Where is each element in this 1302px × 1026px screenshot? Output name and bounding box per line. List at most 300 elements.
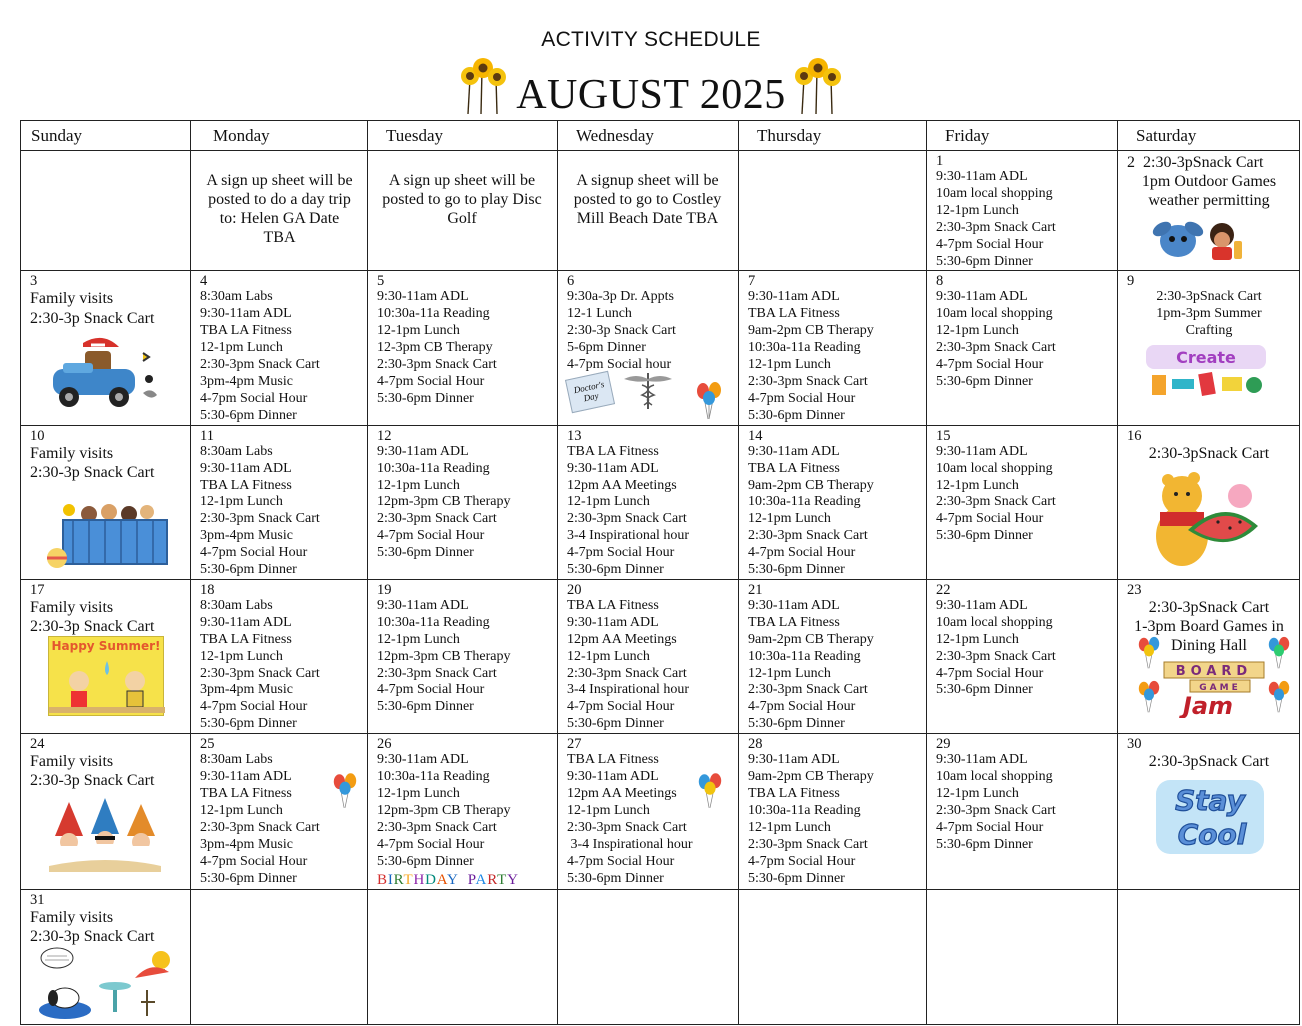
event-list bbox=[936, 169, 1117, 270]
event-item: 9:30-11am ADL bbox=[377, 443, 469, 459]
day-number: 25 bbox=[200, 736, 215, 753]
day-cell-1 bbox=[927, 151, 1118, 271]
party-letter: Y bbox=[507, 871, 519, 888]
event-item: 9:30-11am ADL bbox=[200, 769, 292, 785]
event-item: 12pm-3pm CB Therapy bbox=[377, 494, 511, 510]
create-text: Create bbox=[1176, 348, 1236, 368]
event-item: 9:30-11am ADL bbox=[200, 460, 292, 476]
event-item: 2:30-3pm Snack Cart bbox=[936, 340, 1056, 356]
day-cell-tuesday-note bbox=[368, 151, 558, 271]
event-item: 4-7pm Social hour bbox=[567, 357, 672, 373]
event-item: 12-1pm Lunch bbox=[200, 494, 283, 510]
event-item: Family visits bbox=[30, 908, 114, 926]
day-number: 9 bbox=[1127, 273, 1135, 290]
happy-summer-text: Happy Summer! bbox=[51, 638, 161, 653]
day-number: 6 bbox=[567, 273, 575, 290]
weekday-saturday: Saturday bbox=[1118, 121, 1300, 151]
event-item: 9am-2pm CB Therapy bbox=[748, 631, 874, 647]
event-item: 5:30-6pm Dinner bbox=[748, 407, 845, 423]
caduceus-icon bbox=[620, 371, 676, 411]
day-cell-3 bbox=[21, 271, 191, 425]
day-cell-27 bbox=[558, 734, 739, 889]
event-item: 8:30am Labs bbox=[200, 443, 273, 459]
event-item: Family visits bbox=[30, 598, 114, 616]
event-item: 12-1pm Lunch bbox=[377, 786, 460, 801]
event-item: weather permitting bbox=[1148, 192, 1270, 209]
event-item: 8:30am Labs bbox=[200, 597, 273, 613]
event-item: TBA LA Fitness bbox=[748, 614, 840, 630]
event-item: 9:30-11am ADL bbox=[377, 752, 469, 768]
event-item: 10:30a-11a Reading bbox=[748, 648, 861, 664]
event-item: 9am-2pm CB Therapy bbox=[748, 477, 874, 493]
event-item: 2:30-3pm Snack Cart bbox=[748, 373, 868, 389]
day-number: 20 bbox=[567, 581, 582, 598]
party-letter: B bbox=[377, 871, 388, 888]
event-item: 4-7pm Social Hour bbox=[748, 699, 856, 715]
event-item: 10:30a-11a Reading bbox=[377, 769, 490, 785]
day-number: 3 bbox=[30, 273, 38, 290]
event-item: 12-1pm Lunch bbox=[567, 494, 650, 510]
event-item: 12-1pm Lunch bbox=[936, 631, 1019, 647]
event-item: 2:30-3pm Snack Cart bbox=[377, 819, 497, 835]
day-cell-empty bbox=[927, 889, 1118, 1024]
event-item: 2:30-3p Snack Cart bbox=[30, 618, 155, 636]
event-item: Crafting bbox=[1185, 323, 1233, 339]
event-item: 12-1pm Lunch bbox=[936, 202, 1019, 218]
day-trip-note: A sign up sheet will be posted to do a day trip to: Helen GA Date TBA bbox=[206, 172, 353, 246]
party-letter: H bbox=[413, 871, 426, 888]
event-item: 9:30-11am ADL bbox=[936, 597, 1028, 613]
day-cell-6 bbox=[558, 271, 739, 425]
day-number: 12 bbox=[377, 427, 392, 444]
party-letter: Y bbox=[447, 871, 459, 888]
event-item: 4-7pm Social Hour bbox=[748, 853, 856, 869]
event-item: 9:30-11am ADL bbox=[936, 289, 1028, 305]
balloons-icon bbox=[1136, 636, 1162, 670]
event-item: 4-7pm Social Hour bbox=[377, 528, 485, 544]
event-item: 10:30a-11a Reading bbox=[748, 494, 861, 510]
event-item: 2:30-3pSnack Cart bbox=[1156, 289, 1262, 305]
event-item: 5:30-6pm Dinner bbox=[936, 253, 1033, 269]
day-number: 1 bbox=[936, 153, 944, 169]
event-item: 4-7pm Social Hour bbox=[936, 357, 1044, 373]
event-item: 9:30-11am ADL bbox=[200, 614, 292, 630]
event-item: 2:30-3pm Snack Cart bbox=[200, 819, 320, 835]
week-row bbox=[21, 579, 1300, 733]
event-item: 1pm Outdoor Games bbox=[1141, 173, 1277, 190]
weekday-monday: Monday bbox=[191, 121, 368, 151]
day-cell-empty bbox=[558, 889, 739, 1024]
event-item: 9:30-11am ADL bbox=[567, 769, 659, 785]
jam-text: Jam bbox=[1182, 691, 1234, 718]
day-cell-empty bbox=[368, 889, 558, 1024]
doctors-day-text: Doctor's Day bbox=[572, 379, 606, 404]
event-item: 1-3pm Board Games in bbox=[1134, 617, 1284, 635]
event-item: 5:30-6pm Dinner bbox=[377, 545, 474, 561]
event-item: 12-1pm Lunch bbox=[936, 786, 1019, 801]
event-item: 12-1pm Lunch bbox=[567, 648, 650, 664]
week-row bbox=[21, 889, 1300, 1024]
day-number: 10 bbox=[30, 427, 45, 444]
event-item: 5:30-6pm Dinner bbox=[748, 716, 845, 732]
event-item: 2:30-3pm Snack Cart bbox=[200, 511, 320, 527]
event-item: 2:30-3p Snack Cart bbox=[30, 463, 155, 481]
pool-kids-image bbox=[43, 492, 173, 572]
event-item: 4-7pm Social Hour bbox=[936, 665, 1044, 681]
day-number: 18 bbox=[200, 581, 215, 598]
event-item: 5:30-6pm Dinner bbox=[377, 699, 474, 715]
day-number: 17 bbox=[30, 581, 45, 598]
day-number: 14 bbox=[748, 427, 763, 444]
event-item: 4-7pm Social Hour bbox=[377, 682, 485, 698]
event-item: 5:30-6pm Dinner bbox=[200, 407, 297, 423]
event-item: 12-1pm Lunch bbox=[200, 802, 283, 818]
event-item: 9:30-11am ADL bbox=[377, 597, 469, 613]
week-row bbox=[21, 151, 1300, 271]
stay-cool-image bbox=[1150, 774, 1270, 860]
event-item: 5:30-6pm Dinner bbox=[936, 528, 1033, 544]
weekday-tuesday: Tuesday bbox=[368, 121, 558, 151]
event-item: 4-7pm Social Hour bbox=[936, 819, 1044, 835]
event-item: 12-1pm Lunch bbox=[748, 665, 831, 681]
day-cell-16 bbox=[1118, 425, 1300, 579]
beach-gnomes-image bbox=[45, 796, 165, 872]
event-item: 12-1pm Lunch bbox=[748, 357, 831, 373]
event-item: 2:30-3pSnack Cart bbox=[1148, 444, 1270, 462]
event-item: 12pm AA Meetings bbox=[567, 631, 677, 647]
day-cell-7 bbox=[739, 271, 927, 425]
cool-text: Cool bbox=[1177, 818, 1247, 852]
balloons-icon bbox=[331, 772, 359, 810]
event-item: 12-1pm Lunch bbox=[936, 477, 1019, 493]
page-title: AUGUST 2025 bbox=[516, 72, 786, 118]
day-cell-17 bbox=[21, 579, 191, 733]
day-cell-22 bbox=[927, 579, 1118, 733]
game-text: GAME bbox=[1199, 682, 1241, 693]
event-item: 5:30-6pm Dinner bbox=[936, 682, 1033, 698]
day-cell-15 bbox=[927, 425, 1118, 579]
peanuts-kids-image bbox=[49, 653, 165, 713]
event-item: 5:30-6pm Dinner bbox=[567, 716, 664, 732]
event-item: 9:30-11am ADL bbox=[748, 443, 840, 459]
day-cell-13 bbox=[558, 425, 739, 579]
weekday-header-row bbox=[21, 121, 1300, 151]
event-item: 3-4 Inspirational hour bbox=[567, 682, 690, 698]
day-cell-14 bbox=[739, 425, 927, 579]
event-item: TBA LA Fitness bbox=[567, 752, 659, 768]
balloons-icon bbox=[1266, 680, 1292, 714]
day-number: 27 bbox=[567, 736, 582, 753]
event-item: 9:30-11am ADL bbox=[748, 289, 840, 305]
day-number: 30 bbox=[1127, 736, 1142, 753]
calendar-grid bbox=[20, 120, 1300, 1025]
event-item: 5:30-6pm Dinner bbox=[200, 716, 297, 732]
event-item: 5:30-6pm Dinner bbox=[377, 390, 474, 406]
balloons-icon bbox=[694, 381, 724, 421]
event-item: 9:30-11am ADL bbox=[936, 169, 1028, 184]
event-item: 9am-2pm CB Therapy bbox=[748, 323, 874, 339]
disc-golf-note: A sign up sheet will be posted to go to play Disc Golf bbox=[382, 172, 542, 227]
event-item: 9:30-11am ADL bbox=[567, 614, 659, 630]
day-cell-26 bbox=[368, 734, 558, 889]
party-letter: I bbox=[387, 871, 394, 888]
event-item: 2:30-3pm Snack Cart bbox=[567, 511, 687, 527]
create-crafts-image bbox=[1142, 343, 1272, 403]
event-item: 12-1pm Lunch bbox=[567, 802, 650, 818]
weekday-sunday: Sunday bbox=[21, 121, 191, 151]
event-item: 12-1pm Lunch bbox=[377, 323, 460, 339]
event-item: 2:30-3pm Snack Cart bbox=[936, 802, 1056, 818]
title-row bbox=[0, 54, 1302, 118]
event-item: 10am local shopping bbox=[936, 185, 1053, 201]
day-number: 29 bbox=[936, 736, 951, 753]
day-number: 5 bbox=[377, 273, 385, 290]
event-item: 12-1 Lunch bbox=[567, 306, 632, 322]
event-item: 12-1pm Lunch bbox=[748, 511, 831, 527]
day-number: 31 bbox=[30, 891, 45, 908]
week-row bbox=[21, 425, 1300, 579]
day-cell-9 bbox=[1118, 271, 1300, 425]
event-item: 4-7pm Social Hour bbox=[200, 699, 308, 715]
event-item: 9:30-11am ADL bbox=[748, 752, 840, 768]
event-item: TBA LA Fitness bbox=[200, 631, 292, 647]
day-number: 22 bbox=[936, 581, 951, 598]
event-item: 10:30a-11a Reading bbox=[748, 802, 861, 818]
event-item: 9:30-11am ADL bbox=[567, 460, 659, 476]
event-item: 3pm-4pm Music bbox=[200, 836, 293, 852]
day-number: 26 bbox=[377, 736, 392, 753]
event-item: 12pm-3pm CB Therapy bbox=[377, 648, 511, 664]
day-cell-empty bbox=[191, 889, 368, 1024]
event-item: 2:30-3pm Snack Cart bbox=[748, 836, 868, 852]
day-number: 8 bbox=[936, 273, 944, 290]
party-letter: D bbox=[425, 871, 437, 888]
day-2-header bbox=[1127, 153, 1299, 172]
event-item: 2:30-3pm Snack Cart bbox=[377, 665, 497, 681]
board-game-jam-image bbox=[1162, 660, 1266, 718]
event-item: 12-1pm Lunch bbox=[377, 631, 460, 647]
event-item: 4-7pm Social Hour bbox=[200, 545, 308, 561]
snoopy-summer-image bbox=[35, 946, 175, 1020]
event-item: 12pm AA Meetings bbox=[567, 786, 677, 801]
stay-text: Stay bbox=[1175, 784, 1245, 818]
event-item: 2:30-3pm Snack Cart bbox=[748, 528, 868, 544]
event-item: 8:30am Labs bbox=[200, 752, 273, 768]
event-item: 5:30-6pm Dinner bbox=[748, 870, 845, 886]
day-cell-empty bbox=[1118, 889, 1300, 1024]
day-number: 7 bbox=[748, 273, 756, 290]
event-item: 12-1pm Lunch bbox=[377, 477, 460, 493]
event-item: 5:30-6pm Dinner bbox=[377, 853, 474, 869]
event-item: 10:30a-11a Reading bbox=[377, 306, 490, 322]
event-item: 8:30am Labs bbox=[200, 289, 273, 305]
day-number: 16 bbox=[1127, 427, 1142, 444]
event-item: 12pm AA Meetings bbox=[567, 477, 677, 493]
event-item: 2:30-3pm Snack Cart bbox=[936, 494, 1056, 510]
day-cell-21 bbox=[739, 579, 927, 733]
board-text: BOARD bbox=[1175, 663, 1253, 679]
day-cell-empty bbox=[21, 151, 191, 271]
week-row bbox=[21, 271, 1300, 425]
event-item: 10:30a-11a Reading bbox=[748, 340, 861, 356]
event-item: 4-7pm Social Hour bbox=[567, 545, 675, 561]
event-item: Family visits bbox=[30, 290, 114, 308]
party-letter: A bbox=[436, 871, 448, 888]
party-letter bbox=[459, 872, 468, 888]
event-item: 3pm-4pm Music bbox=[200, 682, 293, 698]
day-cell-23 bbox=[1118, 579, 1300, 733]
pooh-watermelon-image bbox=[1148, 466, 1268, 576]
day-number: 11 bbox=[200, 427, 214, 444]
event-item: 10am local shopping bbox=[936, 769, 1053, 785]
event-item: Family visits bbox=[30, 753, 114, 771]
day-number: 19 bbox=[377, 581, 392, 598]
event-item: 2:30-3pm Snack Cart bbox=[936, 219, 1056, 235]
event-item: 9:30-11am ADL bbox=[936, 752, 1028, 768]
event-item: 5:30-6pm Dinner bbox=[936, 836, 1033, 852]
sunflower-icon bbox=[792, 56, 842, 118]
event-item: TBA LA Fitness bbox=[567, 443, 659, 459]
balloons-icon bbox=[1136, 680, 1162, 714]
event-item: TBA LA Fitness bbox=[200, 323, 292, 339]
event-item: 2:30-3pm Snack Cart bbox=[936, 648, 1056, 664]
event-item: 4-7pm Social Hour bbox=[200, 390, 308, 406]
birthday-party-banner bbox=[377, 871, 557, 889]
event-item: 12pm-3pm CB Therapy bbox=[377, 802, 511, 818]
event-item: 5:30-6pm Dinner bbox=[200, 870, 297, 886]
beach-car-image bbox=[43, 333, 163, 409]
day-cell-8 bbox=[927, 271, 1118, 425]
day-cell-28 bbox=[739, 734, 927, 889]
day-cell-5 bbox=[368, 271, 558, 425]
event-item: 10:30a-11a Reading bbox=[377, 460, 490, 476]
day-cell-empty bbox=[739, 151, 927, 271]
day-number: 13 bbox=[567, 427, 582, 444]
party-letter: R bbox=[393, 871, 404, 888]
event-item: TBA LA Fitness bbox=[748, 786, 840, 801]
event-item: 2:30-3pSnack Cart bbox=[1148, 753, 1270, 771]
event-item: 3-4 Inspirational hour bbox=[567, 528, 690, 544]
event-item: 4-7pm Social Hour bbox=[567, 853, 675, 869]
event-item: 12-1pm Lunch bbox=[748, 819, 831, 835]
event-item: Family visits bbox=[30, 444, 114, 462]
party-letter: A bbox=[475, 871, 488, 888]
event-item: 5:30-6pm Dinner bbox=[567, 870, 664, 886]
event-item: 3-4 Inspirational hour bbox=[567, 836, 693, 852]
day-cell-29 bbox=[927, 734, 1118, 889]
event-item: 4-7pm Social Hour bbox=[936, 511, 1044, 527]
event-item: 2:30-3p Snack Cart bbox=[567, 323, 676, 339]
event-item: 5-6pm Dinner bbox=[567, 340, 646, 356]
day-cell-12 bbox=[368, 425, 558, 579]
event-item: 4-7pm Social Hour bbox=[377, 373, 485, 389]
event-item: 2:30-3pm Snack Cart bbox=[200, 665, 320, 681]
event-item: 3pm-4pm Music bbox=[200, 528, 293, 544]
doctors-day-card bbox=[565, 371, 615, 413]
happy-summer-image bbox=[48, 636, 164, 716]
event-item: 5:30-6pm Dinner bbox=[200, 562, 297, 578]
event-item: Dining Hall bbox=[1171, 636, 1247, 654]
event-item: 1pm-3pm Summer bbox=[1156, 306, 1262, 322]
day-number: 23 bbox=[1127, 581, 1142, 598]
event-item: 2:30-3pSnack Cart bbox=[1148, 598, 1270, 616]
day-cell-30 bbox=[1118, 734, 1300, 889]
day-number: 21 bbox=[748, 581, 763, 598]
event-item: 4-7pm Social Hour bbox=[748, 545, 856, 561]
day-cell-4 bbox=[191, 271, 368, 425]
event-item: 5:30-6pm Dinner bbox=[567, 562, 664, 578]
day-number: 4 bbox=[200, 273, 208, 290]
party-letter: P bbox=[467, 871, 476, 888]
event-item: 2:30-3p Snack Cart bbox=[30, 309, 155, 327]
event-item: 5:30-6pm Dinner bbox=[748, 562, 845, 578]
day-cell-2 bbox=[1118, 151, 1300, 271]
event-item: 4-7pm Social Hour bbox=[936, 236, 1044, 252]
day-cell-18 bbox=[191, 579, 368, 733]
event-item: 4-7pm Social Hour bbox=[200, 853, 308, 869]
day-cell-empty bbox=[739, 889, 927, 1024]
event-item: 12-1pm Lunch bbox=[200, 648, 283, 664]
event-item: 2:30-3p Snack Cart bbox=[30, 772, 155, 790]
event-item: 2:30-3pSnack Cart bbox=[1143, 154, 1264, 171]
event-item: 10:30a-11a Reading bbox=[377, 614, 490, 630]
event-item: 9:30a-3p Dr. Appts bbox=[567, 289, 674, 305]
event-item: 9:30-11am ADL bbox=[377, 289, 469, 305]
day-cell-10 bbox=[21, 425, 191, 579]
day-cell-19 bbox=[368, 579, 558, 733]
sunflower-icon bbox=[460, 56, 510, 118]
day-number: 15 bbox=[936, 427, 951, 444]
day-number: 24 bbox=[30, 736, 45, 753]
day-cell-31 bbox=[21, 889, 191, 1024]
event-item: TBA LA Fitness bbox=[200, 786, 292, 801]
event-item: 4-7pm Social Hour bbox=[567, 699, 675, 715]
week-row bbox=[21, 734, 1300, 889]
event-item: 2:30-3pm Snack Cart bbox=[567, 665, 687, 681]
party-letter: R bbox=[487, 871, 498, 888]
weekday-wednesday: Wednesday bbox=[558, 121, 739, 151]
event-item: TBA LA Fitness bbox=[567, 597, 659, 613]
event-item: 9:30-11am ADL bbox=[748, 597, 840, 613]
day-cell-24 bbox=[21, 734, 191, 889]
event-item: 2:30-3pm Snack Cart bbox=[200, 357, 320, 373]
beach-note: A signup sheet will be posted to go to Costley Mill Beach Date TBA bbox=[573, 172, 722, 227]
event-item: 2:30-3pm Snack Cart bbox=[567, 819, 687, 835]
day-cell-25 bbox=[191, 734, 368, 889]
day-cell-wednesday-note bbox=[558, 151, 739, 271]
event-item: 9:30-11am ADL bbox=[200, 306, 292, 322]
day-number: 28 bbox=[748, 736, 763, 753]
balloons-icon bbox=[696, 772, 724, 810]
weekday-friday: Friday bbox=[927, 121, 1118, 151]
day-cell-monday-note bbox=[191, 151, 368, 271]
weekday-thursday: Thursday bbox=[739, 121, 927, 151]
event-item: 12-3pm CB Therapy bbox=[377, 340, 493, 356]
day-number: 2 bbox=[1127, 154, 1135, 171]
event-item: 2:30-3pm Snack Cart bbox=[748, 682, 868, 698]
event-item: 4-7pm Social Hour bbox=[748, 390, 856, 406]
event-item: TBA LA Fitness bbox=[748, 460, 840, 476]
event-item: 10am local shopping bbox=[936, 614, 1053, 630]
balloons-icon bbox=[1266, 636, 1292, 670]
event-item: TBA LA Fitness bbox=[748, 306, 840, 322]
event-item: 2:30-3pm Snack Cart bbox=[377, 357, 497, 373]
event-item: 4-7pm Social Hour bbox=[377, 836, 485, 852]
event-item: TBA LA Fitness bbox=[200, 477, 292, 493]
event-item: 10am local shopping bbox=[936, 306, 1053, 322]
day-cell-11 bbox=[191, 425, 368, 579]
event-item: 2:30-3p Snack Cart bbox=[30, 927, 155, 945]
